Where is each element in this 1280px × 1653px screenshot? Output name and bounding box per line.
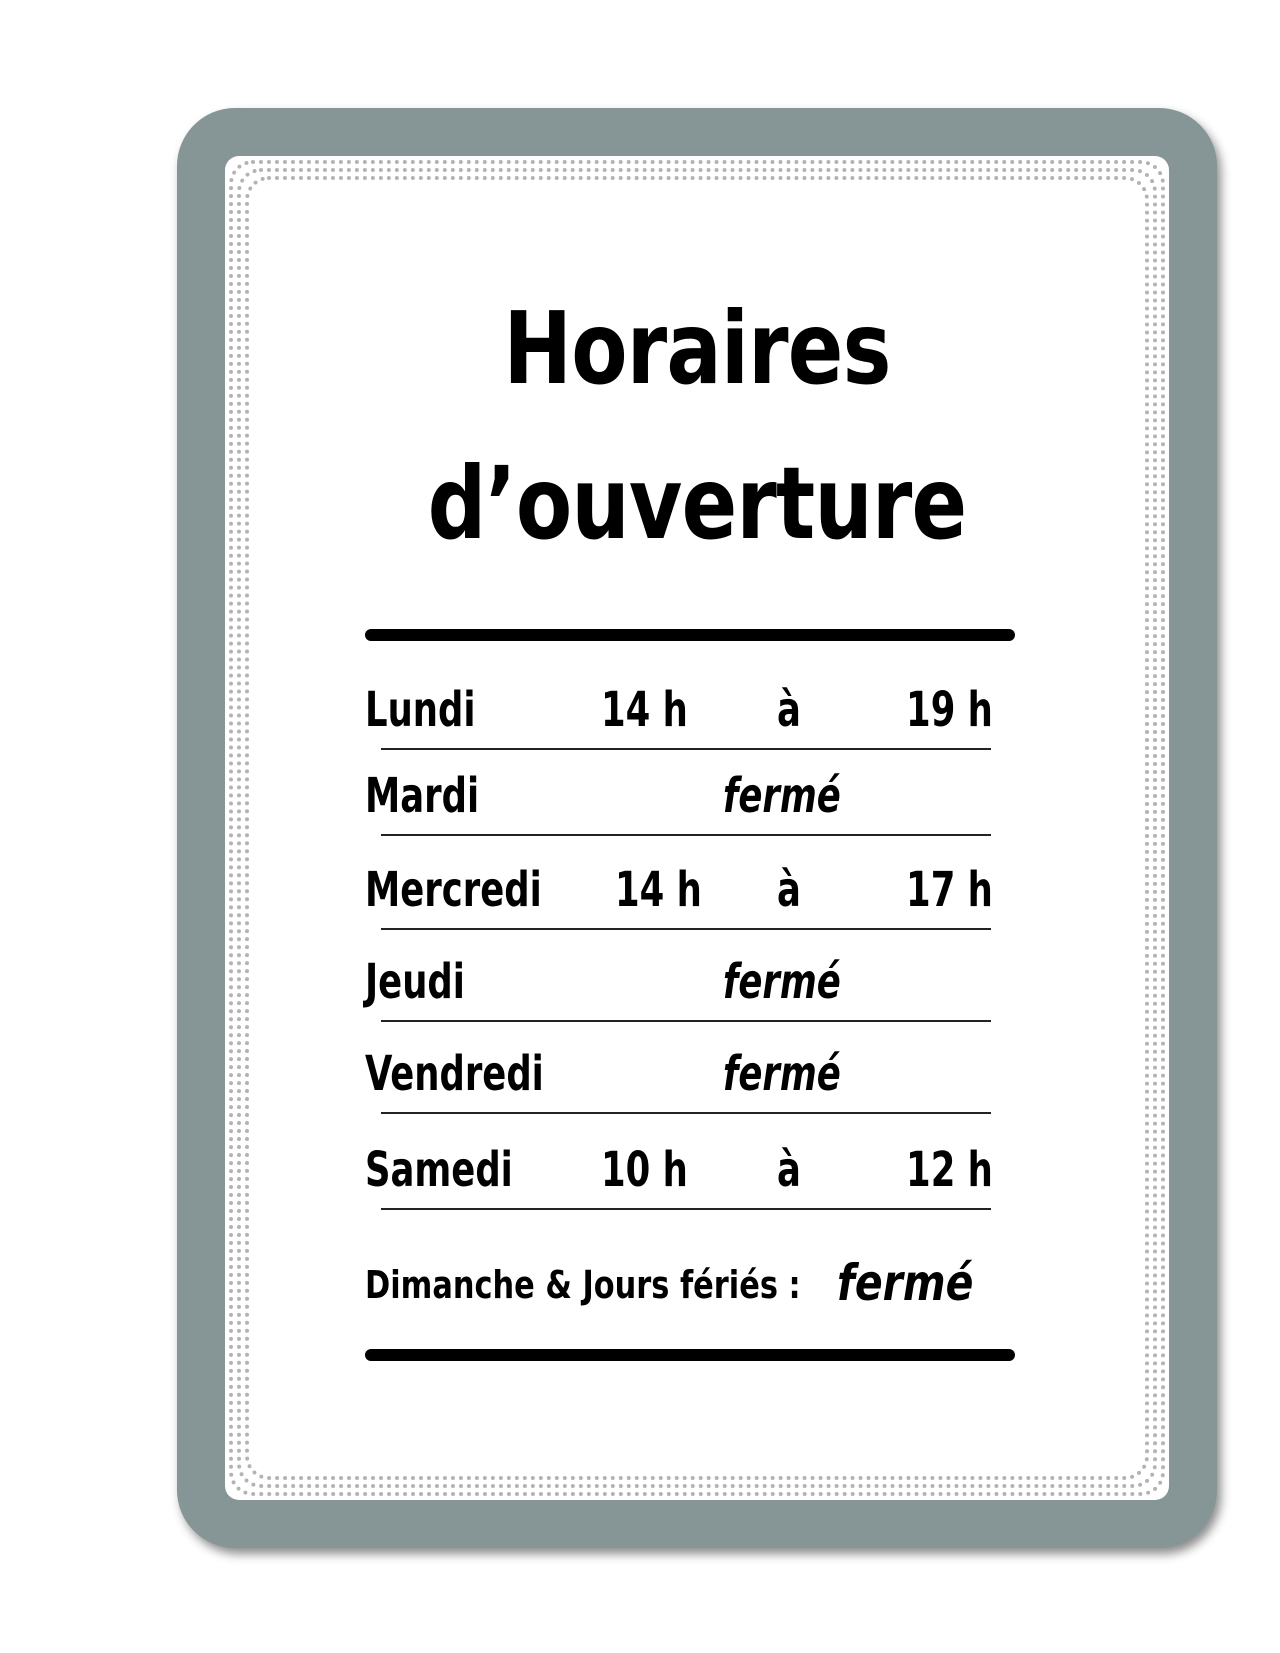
row-underline	[381, 834, 991, 836]
opening-hours-sign	[177, 108, 1217, 1548]
day-label: Mardi	[365, 768, 480, 824]
bottom-divider	[365, 1349, 1015, 1361]
schedule-row-monday	[365, 674, 1015, 754]
day-label: Mercredi	[365, 862, 542, 918]
sunday-holidays-row	[365, 1254, 1015, 1314]
title-line-2: d’ouverture	[427, 445, 967, 562]
row-underline	[381, 1208, 991, 1210]
time-separator: à	[777, 862, 801, 918]
row-underline	[381, 748, 991, 750]
row-underline	[381, 928, 991, 930]
day-label: Jeudi	[365, 954, 465, 1010]
closed-status: fermé	[723, 954, 841, 1010]
opening-time: 10 h	[601, 1142, 688, 1198]
closing-time: 17 h	[906, 862, 993, 918]
time-separator: à	[777, 1142, 801, 1198]
title-line-1: Horaires	[503, 290, 891, 407]
closed-status: fermé	[723, 768, 841, 824]
day-label: Samedi	[365, 1142, 513, 1198]
closing-time: 12 h	[906, 1142, 993, 1198]
row-underline	[381, 1112, 991, 1114]
schedule-row-friday	[365, 1038, 1015, 1118]
time-separator: à	[777, 682, 801, 738]
opening-time: 14 h	[601, 682, 688, 738]
schedule-row-tuesday	[365, 760, 1015, 840]
schedule-row-saturday	[365, 1134, 1015, 1214]
sign-panel	[225, 156, 1169, 1500]
row-underline	[381, 1020, 991, 1022]
closing-time: 19 h	[906, 682, 993, 738]
closed-status: fermé	[723, 1046, 841, 1102]
schedule-row-thursday	[365, 946, 1015, 1026]
schedule-row-wednesday	[365, 854, 1015, 934]
day-label: Vendredi	[365, 1046, 544, 1102]
sunday-closed-status: fermé	[837, 1254, 974, 1312]
top-divider	[365, 629, 1015, 641]
sunday-holidays-label: Dimanche & Jours fériés :	[365, 1263, 801, 1307]
opening-time: 14 h	[615, 862, 702, 918]
day-label: Lundi	[365, 682, 476, 738]
